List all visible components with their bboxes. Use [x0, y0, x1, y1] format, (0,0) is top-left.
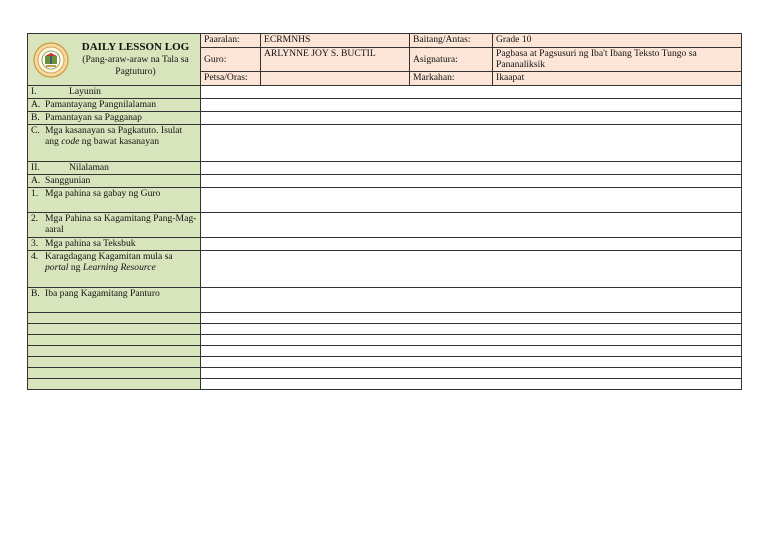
empty-row-content: [201, 346, 742, 357]
row-pahina-kagamitang-mag-aaral: 2. Mga Pahina sa Kagamitang Pang-Mag-aaral: [28, 213, 201, 238]
page-subtitle: (Pang-araw-araw na Tala sa Pagtuturo): [82, 54, 189, 77]
paaralan-value: ECRMNHS: [261, 34, 410, 48]
empty-row-content: [201, 335, 742, 346]
row-pahina-teksbuk: 3. Mga pahina sa Teksbuk: [28, 238, 201, 251]
row-pahina-gabay-guro: 1. Mga pahina sa gabay ng Guro: [28, 188, 201, 213]
markahan-value: Ikaapat: [493, 72, 742, 86]
row-pahina-gabay-guro-content: [201, 188, 742, 213]
row-pamantayan-sa-pagganap-content: [201, 112, 742, 125]
row-pamantayang-pangnilalaman: A. Pamantayang Pangnilalaman: [28, 99, 201, 112]
row-nilalaman-content: [201, 162, 742, 175]
empty-row-content: [201, 379, 742, 390]
empty-row-label: [28, 346, 201, 357]
row-layunin-content: [201, 86, 742, 99]
page-title: DAILY LESSON LOG: [81, 41, 190, 53]
paaralan-label: Paaralan:: [201, 34, 261, 48]
petsa-value: [261, 72, 410, 86]
empty-row-label: [28, 335, 201, 346]
row-sanggunian: A. Sanggunian: [28, 175, 201, 188]
markahan-label: Markahan:: [410, 72, 493, 86]
empty-row-content: [201, 357, 742, 368]
row-mga-kasanayan-content: [201, 125, 742, 162]
asignatura-value: Pagbasa at Pagsusuri ng Iba't Ibang Teksto Tungo sa Pananaliksik: [493, 47, 742, 72]
empty-row-label: [28, 379, 201, 390]
row-karagdagang-kagamitan: 4. Karagdagang Kagamitan mula sa portal ng Learning Resource: [28, 251, 201, 288]
empty-row-content: [201, 368, 742, 379]
empty-row-label: [28, 313, 201, 324]
row-sanggunian-content: [201, 175, 742, 188]
empty-row-label: [28, 368, 201, 379]
row-karagdagang-kagamitan-content: [201, 251, 742, 288]
row-mga-kasanayan: C. Mga kasanayan sa Pagkatuto. Isulat ang code ng bawat kasanayan: [28, 125, 201, 162]
baitang-label: Baitang/Antas:: [410, 34, 493, 48]
empty-row-content: [201, 324, 742, 335]
row-pahina-teksbuk-content: [201, 238, 742, 251]
row-layunin: I. Layunin: [28, 86, 201, 99]
school-seal-icon: [33, 42, 69, 78]
row-iba-pang-kagamitan-content: [201, 288, 742, 313]
empty-row-content: [201, 313, 742, 324]
empty-row-label: [28, 324, 201, 335]
guro-value: ARLYNNE JOY S. BUCTIL: [261, 47, 410, 72]
row-iba-pang-kagamitan: B. Iba pang Kagamitang Panturo: [28, 288, 201, 313]
row-pamantayang-pangnilalaman-content: [201, 99, 742, 112]
row-pamantayan-sa-pagganap: B. Pamantayan sa Pagganap: [28, 112, 201, 125]
guro-label: Guro:: [201, 47, 261, 72]
baitang-value: Grade 10: [493, 34, 742, 48]
row-nilalaman: II. Nilalaman: [28, 162, 201, 175]
empty-row-label: [28, 357, 201, 368]
header-logo-cell: [28, 34, 201, 86]
daily-lesson-log-table: [27, 33, 742, 390]
asignatura-label: Asignatura:: [410, 47, 493, 72]
row-pahina-kagamitang-mag-aaral-content: [201, 213, 742, 238]
petsa-label: Petsa/Oras:: [201, 72, 261, 86]
